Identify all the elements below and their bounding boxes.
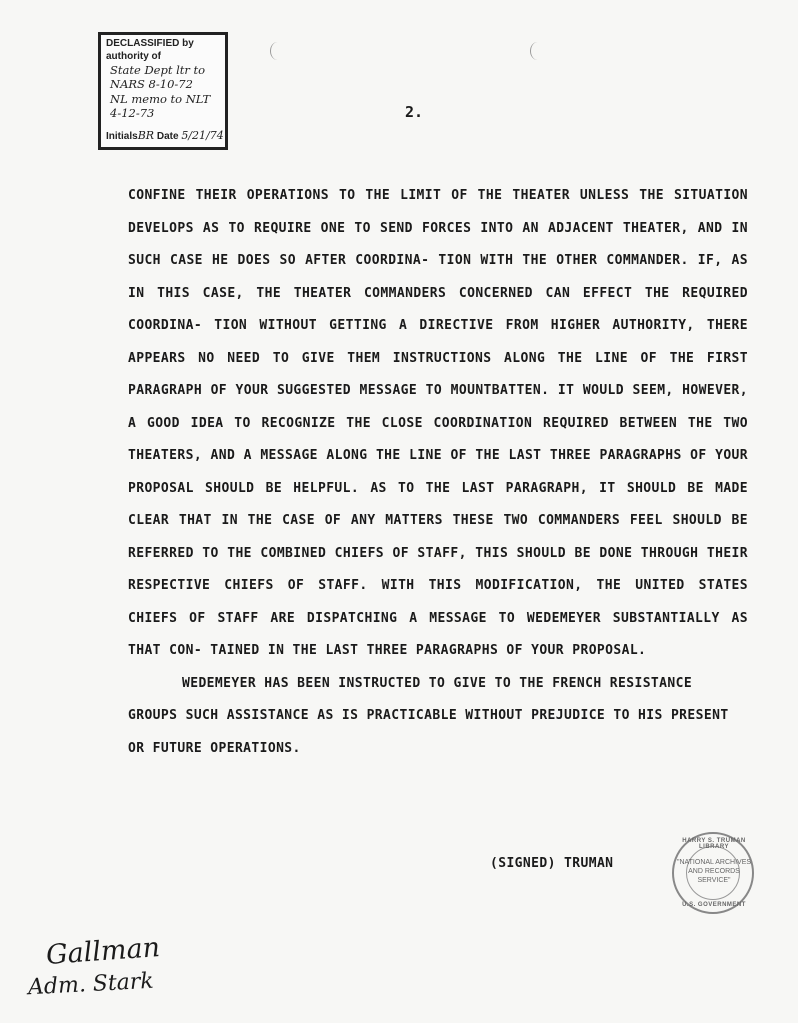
body-paragraph: WEDEMEYER HAS BEEN INSTRUCTED TO GIVE TO THE FRENCH RESISTANCE GROUPS SUCH ASSISTANCE AS IS PRACTICABLE WITHOUT PREJUDICE TO HIS PRESENT OR FUTURE OPERATIONS. bbox=[128, 675, 729, 756]
declassification-stamp bbox=[98, 32, 228, 150]
declass-authority: DECLASSIFIED by authority of bbox=[106, 38, 194, 62]
archives-seal bbox=[672, 832, 754, 914]
seal-ring-bottom: U.S. GOVERNMENT bbox=[682, 902, 746, 908]
declass-handwritten-line: NARS 8-10-72 bbox=[110, 77, 193, 92]
handwritten-name: Gallman bbox=[45, 932, 161, 971]
declass-handwritten-line: 4-12-73 bbox=[110, 106, 155, 121]
body-paragraph: CONFINE THEIR OPERATIONS TO THE LIMIT OF THE THEATER UNLESS THE SITUATION DEVELOPS AS TO REQUIRE ONE TO SEND FORCES INTO AN ADJACENT THEATER, AND IN SUCH CASE HE DOES SO AFTER COORDINA- TION WITH THE OTHER COMMANDER. IF, AS IN THIS CASE, THE THEATER COMMANDERS CONCERNED CAN EFFECT THE REQUIRED COORDINA- TION WITHOUT GETTING A DIRECTIVE FROM HIGHER AUTHORITY, THERE APPEARS NO NEED TO GIVE THEM INSTRUCTIONS ALONG THE LINE OF THE FIRST PARAGRAPH OF YOUR SUGGESTED MESSAGE TO MOUNTBATTEN. IT WOULD SEEM, HOWEVER, A GOOD IDEA TO RECOGNIZE THE CLOSE COORDINATION REQUIRED BETWEEN THE TWO THEATERS, AND A MESSAGE ALONG THE LINE OF THE LAST THREE PARAGRAPHS OF YOUR PROPOSAL SHOULD BE HELPFUL. AS TO THE LAST PARAGRAPH, IT SHOULD BE MADE CLEAR THAT IN THE CASE OF ANY MATTERS THESE TWO COMMANDERS FEEL SHOULD BE REFERRED TO THE COMBINED CHIEFS OF STAFF, THIS SHOULD BE DONE THROUGH THEIR RESPECTIVE CHIEFS OF STAFF. WITH THIS MODIFICATION, THE UNITED STATES CHIEFS OF STAFF ARE DISPATCHING A MESSAGE TO WEDEMEYER SUBSTANTIALLY AS THAT CON- TAINED IN THE LAST THREE PARAGRAPHS OF YOUR PROPOSAL. bbox=[128, 188, 748, 658]
seal-center-text: "NATIONAL ARCHIVES AND RECORDS SERVICE" bbox=[676, 859, 752, 884]
date-value: 5/21/74 bbox=[181, 128, 224, 142]
declass-initials-date bbox=[106, 129, 224, 144]
seal-ring-top: HARRY S. TRUMAN LIBRARY bbox=[682, 838, 746, 850]
handwritten-name: Adm. Stark bbox=[27, 968, 155, 1001]
date-label: Date bbox=[156, 130, 179, 142]
letter-body bbox=[128, 180, 748, 765]
signature-line: (SIGNED) TRUMAN bbox=[490, 856, 614, 871]
punch-hole-mark bbox=[530, 42, 545, 60]
declass-handwritten-line: State Dept ltr to bbox=[110, 63, 206, 77]
initials-label: Initials bbox=[106, 130, 138, 142]
initials-value: BR bbox=[137, 128, 155, 142]
punch-hole-mark bbox=[270, 42, 285, 60]
declass-handwritten-line: NL memo to NLT bbox=[110, 91, 211, 106]
page-number: 2. bbox=[405, 103, 424, 121]
